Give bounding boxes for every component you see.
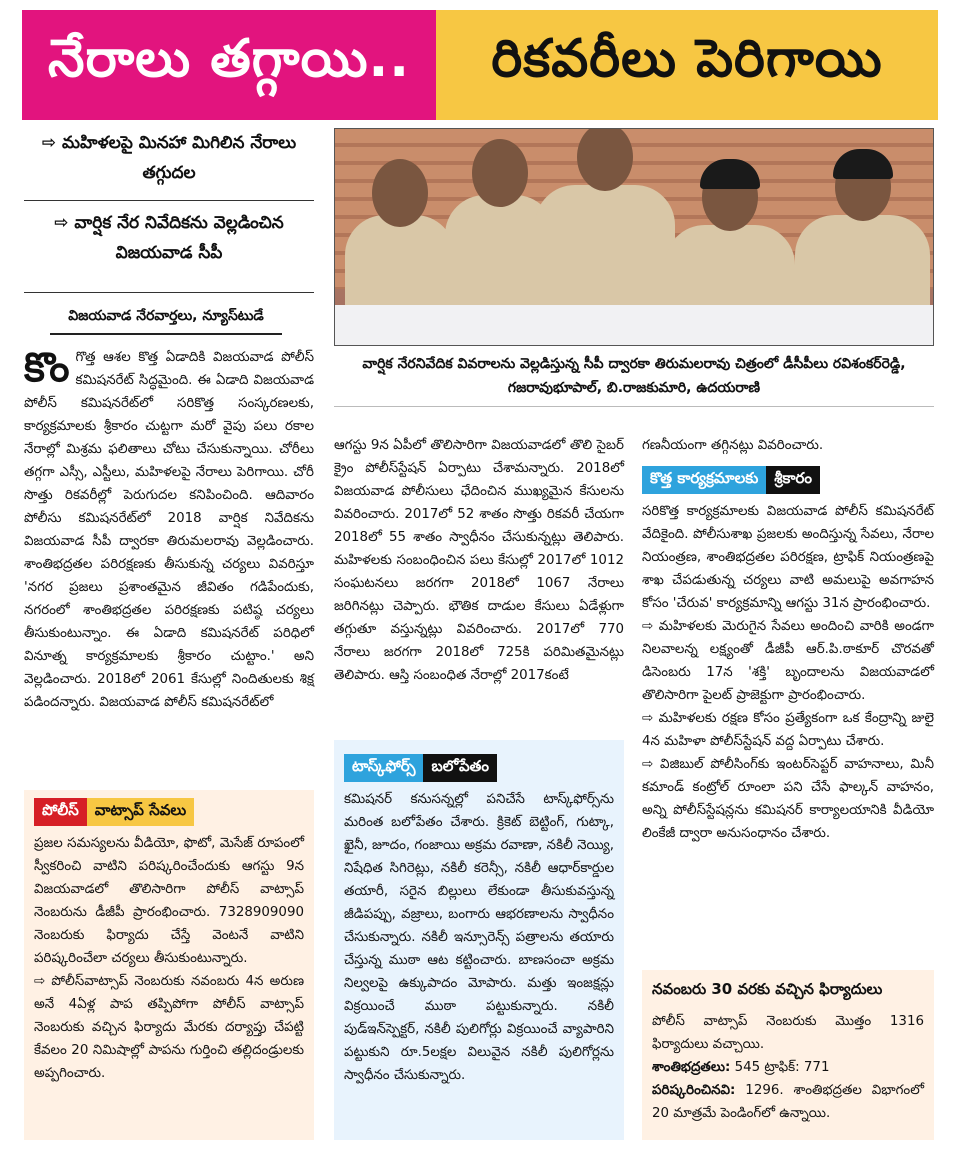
section-tag-taskforce [344, 754, 497, 782]
paragraph: కమిషనర్‌ కనుసన్నల్లో పనిచేసే టాస్క్‌ఫోర్స్‌ను మరింత బలోపేతం చేశారు. క్రికెట్‌ బెట్టింగ్‌, గుట్కా, ఖైనీ, జూదం, గంజాయి అక్రమ రవాణా, నకిలీ నెయ్యి, నిషేధిత సిగిరెట్లు, నకిలీ కరెన్సీ, నకిలీ ఆధార్‌కార్డుల తయారీ, సరైన బిల్లులు లేకుండా తీసుకువస్తున్న జీడిపప్పు, వజ్రాలు, బంగారు ఆభరణాలను స్వాధీనం చేసుకున్నారు. నకిలీ ఇన్సూరెన్స్‌ పత్రాలను తయారు చేస్తున్న ముఠా ఆట కట్టించారు. బాణసంచా అక్రమ నిల్వలపై ఉక్కుపాదం మోపారు. మత్తు ఇంజక్షన్లు విక్రయించే ముఠా పట్టుకున్నారు. నకిలీ పుడ్‌ఇన్‌స్పెక్టర్‌, నకిలీ పులిగోర్లు విక్రయించే వ్యాపారిని పట్టుకుని రూ.5లక్షల విలువైన నకిలీ పులిగోర్లను స్వాధీనం చేసుకున్నారు. [344, 792, 614, 1083]
paragraph: ఆగస్టు 9న ఏపీలో తొలిసారిగా విజయవాడలో తొలి సైబర్‌ క్రైం పోలీస్‌స్టేషన్‌ ఏర్పాటు చేశామన్నారు. 2018లో విజయవాడ పోలీసులు ఛేదించిన ముఖ్యమైన కేసులను వివరించారు. 2017లో 52 శాతం సొత్తు రికవరీ చేయగా 2018లో 55 శాతం స్వాధీనం చేసుకున్నట్లు తెలిపారు. మహిళలకు సంబంధించిన పలు కేసుల్లో 2017లో 1012 సంఘటనలు జరగగా 2018లో 1067 నేరాలు జరిగినట్లు చెప్పారు. భౌతిక దాడుల కేసులు ఏడేళ్లుగా తగ్గుతూ వస్తున్నట్లు వివరించారు. 2017లో 770 నేరాలు జరగగా 2018లో 725కి పరిమితమైనట్లు తెలిపారు. ఆస్తి సంబంధిత నేరాల్లో 2017కంటే [334, 438, 624, 683]
stat-value: 1296. శాంతిభద్రతల విభాగంలో 20 మాత్రమే పెండింగ్‌లో ఉన్నాయి. [652, 1083, 924, 1121]
tag-part-b: వాట్సాప్‌ సేవలు [87, 798, 194, 826]
box-text [34, 832, 304, 1085]
article-column-3 [642, 500, 934, 845]
headline-left: నేరాలు తగ్గాయి.. [22, 10, 436, 120]
section-tag-whatsapp [34, 798, 194, 826]
article-column-3-lead [642, 434, 934, 457]
stat-line [652, 1079, 924, 1125]
sidebar-complaints [642, 970, 934, 1140]
article-column-2 [334, 434, 624, 687]
paragraph: ⇨ మహిళలకు రక్షణ కోసం ప్రత్యేకంగా ఒక కేంద్రాన్ని జులై 4న మహిళా పోలీస్‌స్టేషన్‌ వద్ద ఏర్పాటు చేశారు. [642, 711, 934, 749]
box-text [344, 788, 614, 1087]
headline-banner [22, 10, 938, 120]
headline-right: రికవరీలు పెరిగాయి [436, 10, 938, 120]
subhead-1: ⇨ మహిళలపై మినహా మిగిలిన నేరాలు తగ్గుదల [41, 133, 297, 183]
stat-value: 545 ట్రాఫిక్‌: 771 [730, 1060, 830, 1075]
sidebar-whatsapp-services [24, 790, 314, 1140]
paragraph: గొత్త ఆశల కొత్త ఏడాదికి విజయవాడ పోలీస్‌ కమిషనరేట్‌ సిద్ధమైంది. ఈ ఏడాది విజయవాడ పోలీస్‌ కమిషనరేట్‌లో సరికొత్త సంస్కరణలకు, కార్యక్రమాలకు శ్రీకారం చుట్టగా మరో వైపు పలు రకాల నేరాల్లో మిశ్రమ ఫలితాలు చోటు చేసుకున్నాయి. చోరీలు తగ్గగా ఎస్సీ, ఎస్టీలు, మహిళలపై నేరాలు పెరిగాయి. చోరీ సొత్తు రికవరీల్లో పెరుగుదల కనిపించింది. ఆదివారం పోలీసు కమిషనరేట్‌లో 2018 వార్షిక నివేదికను విజయవాడ సీపీ ద్వారకా తిరుమలరావు వెల్లడించారు. శాంతిభద్రతల పరిరక్షణకు తీసుకున్న చర్యలు వివరిస్తూ 'నగర ప్రజలు ప్రశాంతమైన జీవితం గడిపేందుకు, నగరంలో శాంతిభద్రతల పరిరక్షణకు పటిష్ఠ చర్యలు తీసుకుంటున్నాం. ఈ ఏడాది కమిషనరేట్‌ పరిధిలో వినూత్న కార్యక్రమాలకు శ్రీకారం చుట్టాం.' అని వెల్లడించారు. 2018లో 2061 కేసుల్లో నిందితులకు శిక్ష పడిందన్నారు. విజయవాడ పోలీస్‌ కమిషనరేట్‌లో [24, 350, 314, 710]
tag-part-a: కొత్త కార్యక్రమాలకు [642, 466, 766, 494]
paragraph: ⇨ మహిళలకు మెరుగైన సేవలు అందించి వారికి అండగా నిలవాలన్న లక్ష్యంతో డీజీపీ ఆర్‌.పి.ఠాకూర్‌ చొరవతో డిసెంబరు 17న 'శక్తి' బృందాలను విజయవాడలో తొలిసారిగా పైలట్‌ ప్రాజెక్టుగా ప్రారంభించారు. [642, 619, 934, 703]
sidebar-taskforce [334, 740, 624, 1140]
paragraph: పోలీస్‌ వాట్సాప్‌ నెంబరుకు మొత్తం 1316 ఫిర్యాదులు వచ్చాయి. [652, 1014, 924, 1052]
section-tag-new-programs [642, 466, 820, 494]
box-text [652, 1010, 924, 1125]
stat-label: శాంతిభద్రతలు: [652, 1060, 731, 1075]
divider [24, 292, 314, 293]
paragraph: గణనీయంగా తగ్గినట్లు వివరించారు. [642, 438, 824, 453]
box-title: నవంబరు 30 వరకు వచ్చిన ఫిర్యాదులు [652, 980, 883, 998]
article-column-1 [24, 346, 314, 714]
officer-head [472, 139, 528, 207]
officer-head [372, 159, 428, 227]
paragraph: ప్రజల సమస్యలను వీడియో, ఫొటో, మెసేజ్‌ రూపంలో స్వీకరించి వాటిని పరిష్కరించేందుకు ఆగస్టు 9న విజయవాడలో తొలిసారిగా పోలీస్‌ వాట్సాప్‌ నెంబరును డీజీపీ ప్రారంభించారు. 7328909090 నెంబరుకు ఫిర్యాదు చేస్తే వెంటనే వాటిని పరిష్కరించేలా చర్యలు తీసుకుంటున్నారు. [34, 836, 304, 966]
photo-table [335, 305, 933, 345]
divider [24, 200, 314, 201]
tag-part-a: పోలీస్‌ [34, 798, 87, 826]
tag-part-b: బలోపేతం [423, 754, 497, 782]
tag-part-a: టాస్క్‌ఫోర్స్‌ [344, 754, 423, 782]
paragraph: ⇨ పోలీస్‌వాట్సాప్‌ నెంబరుకు నవంబరు 4న అరుణ అనే 4ఏళ్ల పాప తప్పిపోగా పోలీస్‌ వాట్సాప్‌ నెంబరుకు వచ్చిన ఫిర్యాదు మేరకు దర్యాప్తు చేపట్టి కేవలం 20 నిమిషాల్లో పాపను గుర్తించి తల్లిదండ్రులకు అప్పగించారు. [34, 974, 304, 1081]
press-photo [334, 128, 934, 346]
paragraph: సరికొత్త కార్యక్రమాలకు విజయవాడ పోలీస్‌ కమిషనరేట్‌ వేదికైంది. పోలీసుశాఖ ప్రజలకు అందిస్తున్న సేవలు, నేరాల నియంత్రణ, శాంతిభద్రతల పరిరక్షణ, ట్రాఫిక్‌ నియంత్రణపై శాఖ చేపడుతున్న చర్యలు వాటి అమలుపై అవగాహన కోసం 'చేరువ' కార్యక్రమాన్ని ఆగస్టు 31న ప్రారంభించారు. [642, 504, 934, 611]
photo-caption: వార్షిక నేరనివేదిక వివరాలను వెల్లడిస్తున్న సీపీ ద్వారకా తిరుమలరావు చిత్రంలో డీసీపీలు రవిశంకర్‌రెడ్డి, గజరావుభూపాల్‌, బి.రాజకుమారి, ఉదయరాణి [334, 352, 934, 407]
paragraph: ⇨ విజిబుల్‌ పోలీసింగ్‌కు ఇంటర్‌సెప్టర్‌ వాహనాలు, మినీ కమాండ్‌ కంట్రోల్‌ రూంలా పని చేసే ఫాల్కన్‌ వాహనం, అన్ని పోలీస్‌స్టేషన్లను కమిషనర్‌ కార్యాలయానికి వీడియో లింకేజీ ద్వారా అనుసంధానం చేశారు. [642, 757, 934, 841]
drop-cap: కొం [24, 345, 70, 391]
subhead-2: ⇨ వార్షిక నేర నివేదికను వెల్లడించిన విజయవాడ సీపీ [54, 213, 284, 263]
stat-label: పరిష్కరించినవి: [652, 1083, 736, 1098]
tag-part-b: శ్రీకారం [766, 466, 820, 494]
dateline: విజయవాడ నేరవార్తలు, న్యూస్‌టుడే [50, 308, 282, 335]
stat-line [652, 1056, 924, 1079]
